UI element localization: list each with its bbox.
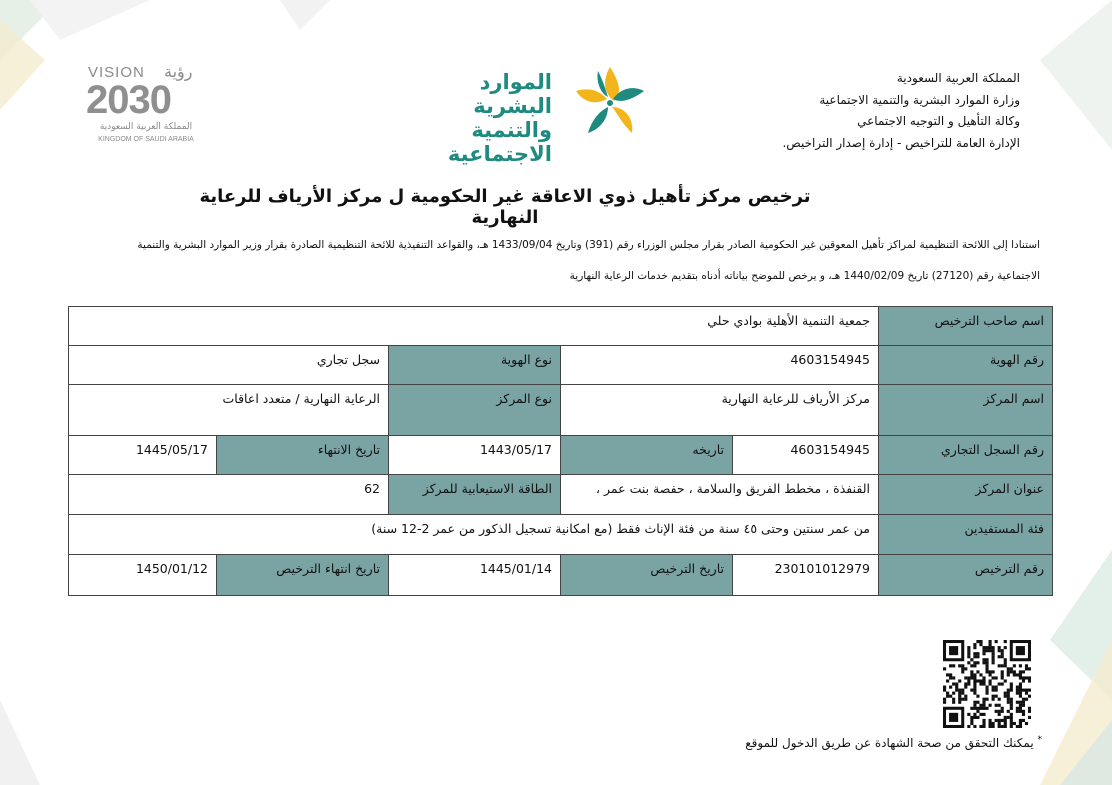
- beneficiaries-value: من عمر سنتين وحتى ٤٥ سنة من فئة الإناث فقط (مع امكانية تسجيل الذكور من عمر 2-12 سنة): [68, 514, 879, 555]
- center-type-value: الرعاية النهارية / متعدد اعاقات: [68, 384, 389, 436]
- license-no-value: 230101012979: [732, 554, 879, 596]
- owner-value: جمعية التنمية الأهلية بوادي حلي: [68, 306, 879, 346]
- owner-label: اسم صاحب الترخيص: [878, 306, 1053, 346]
- center-name-label: اسم المركز: [878, 384, 1053, 436]
- capacity-value: 62: [68, 474, 389, 515]
- verification-qr-code[interactable]: [943, 640, 1031, 728]
- document-title: ترخيص مركز تأهيل ذوي الاعاقة غير الحكومية ل مركز الأرياف للرعاية النهارية: [199, 186, 811, 228]
- hrsd-logo-text: [402, 70, 552, 166]
- id-type-label: نوع الهوية: [388, 345, 561, 385]
- verification-footnote: [720, 735, 1042, 750]
- cr-label: رقم السجل التجاري: [878, 435, 1053, 475]
- ministry-line-kingdom: المملكة العربية السعودية: [896, 71, 1020, 85]
- license-expiry-label: تاريخ انتهاء الترخيص: [216, 554, 389, 596]
- ministry-line-department: الإدارة العامة للتراخيص - إدارة إصدار التراخيص.: [782, 135, 1020, 150]
- footnote-text: يمكنك التحقق من صحة الشهادة عن طريق الدخول للموقع: [745, 736, 1034, 750]
- vision-2030-logo: [86, 62, 210, 152]
- preamble-line1: استنادا إلى اللائحة التنظيمية لمراكز تأهيل المعوقين غير الحكومية الصادر بقرار مجلس الوزراء رقم (391) وتاريخ 1433/09/04 هـ، والقواعد التنفيذية للائحة التنظيمية الصادرة بقرار وزير الموارد البشرية والتنمية: [137, 239, 1040, 251]
- vision-year: 2030: [86, 78, 171, 122]
- preamble-line2: الاجتماعية رقم (27120) تاريخ 1440/02/09 هـ، و يرخص للموضح بياناته أدناه بتقديم خدمات الرعاية النهارية: [569, 270, 1040, 282]
- capacity-label: الطاقة الاستيعابية للمركز: [388, 474, 561, 515]
- preamble-text: [80, 230, 1040, 292]
- vision-word: VISION: [88, 64, 145, 81]
- vision-kingdom-english: KINGDOM OF SAUDI ARABIA: [98, 136, 194, 143]
- cr-expiry-value: 1445/05/17: [68, 435, 217, 475]
- license-details-table: [68, 306, 1053, 596]
- hrsd-logo-line1: الموارد البشرية: [473, 70, 552, 118]
- address-label: عنوان المركز: [878, 474, 1053, 515]
- license-no-label: رقم الترخيص: [878, 554, 1053, 596]
- footnote-star: *: [1037, 735, 1042, 745]
- hrsd-star-icon: [560, 62, 660, 144]
- vision-kingdom-arabic: المملكة العربية السعودية: [99, 122, 193, 132]
- cr-date-label: تاريخه: [560, 435, 733, 475]
- id-type-value: سجل تجاري: [68, 345, 389, 385]
- ministry-header: [690, 68, 1020, 154]
- address-value: القنفذة ، مخطط الفريق والسلامة ، حفصة بنت عمر ،: [560, 474, 879, 515]
- center-name-value: مركز الأرياف للرعاية النهارية: [560, 384, 879, 436]
- license-expiry-value: 1450/01/12: [68, 554, 217, 596]
- ministry-line-ministry: وزارة الموارد البشرية والتنمية الاجتماعية: [819, 92, 1020, 107]
- hrsd-logo-line2: والتنمية الاجتماعية: [447, 118, 552, 166]
- id-value: 4603154945: [560, 345, 879, 385]
- id-label: رقم الهوية: [878, 345, 1053, 385]
- cr-expiry-label: تاريخ الانتهاء: [216, 435, 389, 475]
- cr-value: 4603154945: [732, 435, 879, 475]
- license-date-label: تاريخ الترخيص: [560, 554, 733, 596]
- vision-arabic: رؤية: [164, 62, 193, 81]
- center-type-label: نوع المركز: [388, 384, 561, 436]
- license-date-value: 1445/01/14: [388, 554, 561, 596]
- cr-date-value: 1443/05/17: [388, 435, 561, 475]
- ministry-line-agency: وكالة التأهيل و التوجيه الاجتماعي: [857, 114, 1020, 128]
- beneficiaries-label: فئة المستفيدين: [878, 514, 1053, 555]
